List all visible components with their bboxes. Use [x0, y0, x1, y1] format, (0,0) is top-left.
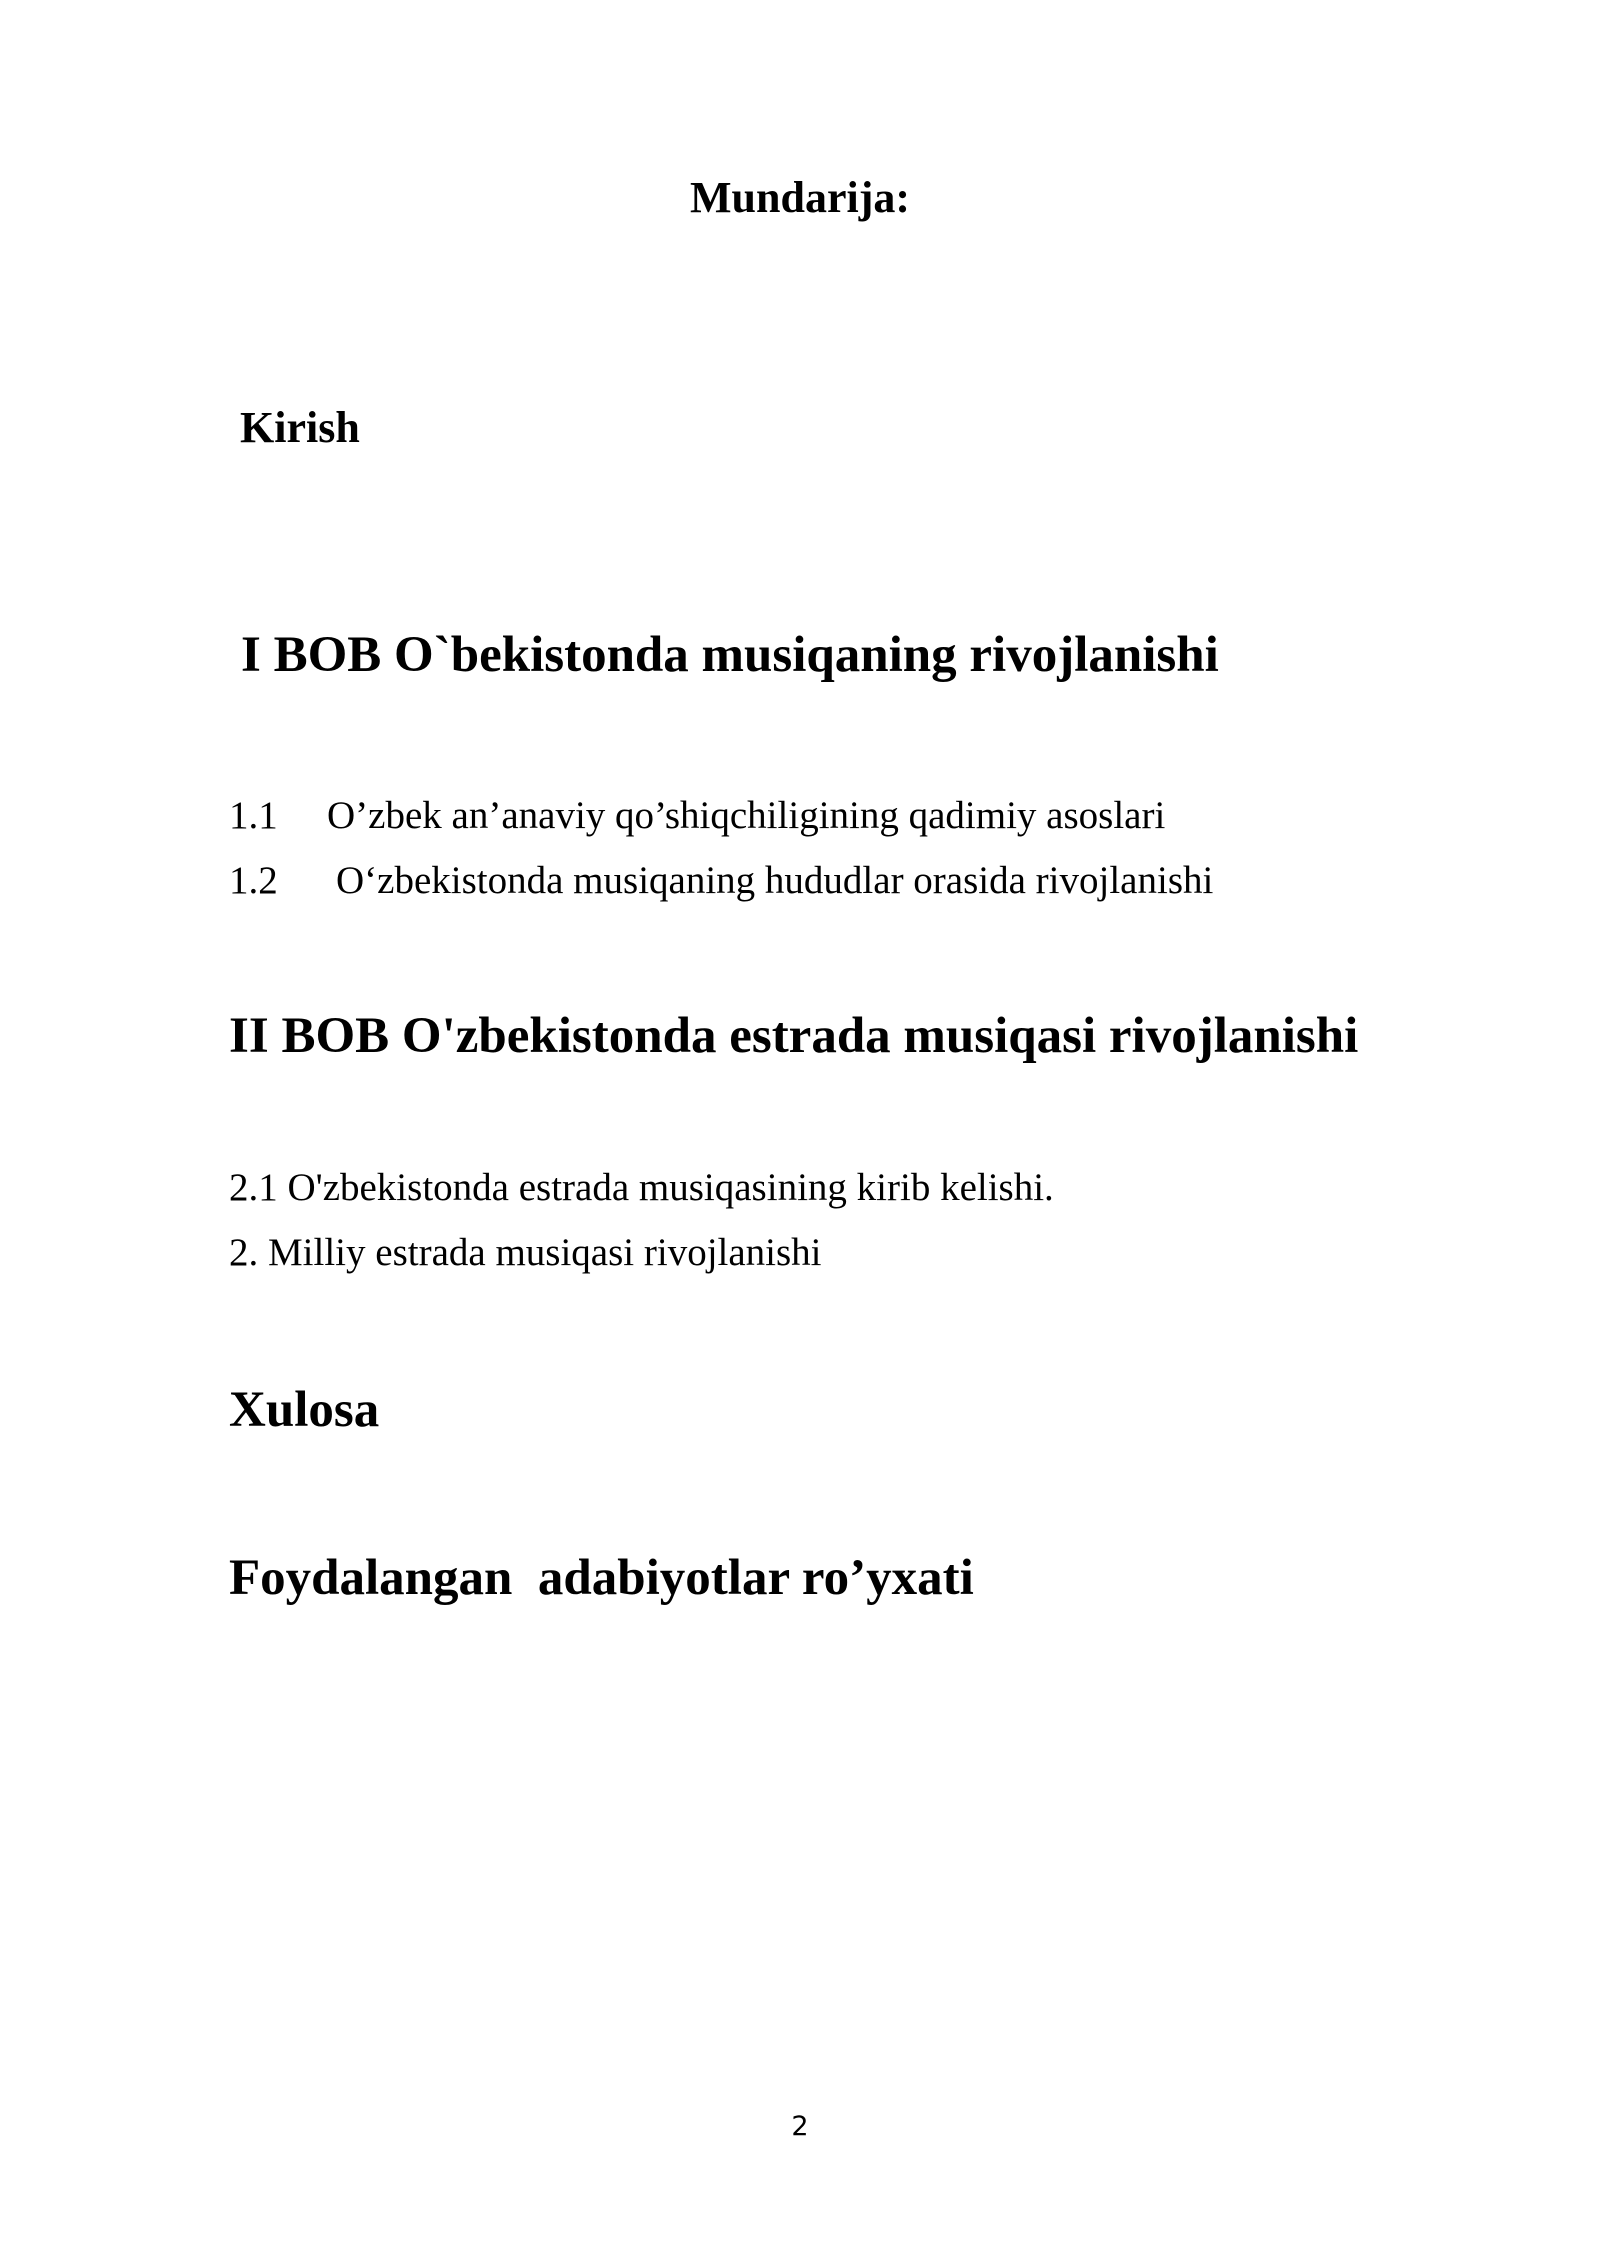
section-title: O’zbek an’anaviy qo’shiqchiligining qadimiy asoslari	[327, 794, 1166, 837]
toc-section-2-1: 2.1 O'zbekistonda estrada musiqasining kirib kelishi.	[229, 1166, 1054, 1209]
toc-section-2-2: 2. Milliy estrada musiqasi rivojlanishi	[229, 1231, 822, 1274]
contents-title: Mundarija:	[690, 173, 910, 222]
toc-chapter-1-heading: I BOB O`bekistonda musiqaning rivojlanishi	[241, 627, 1219, 683]
toc-section-1-2	[229, 861, 1213, 900]
section-title: O‘zbekistonda musiqaning hududlar orasida rivojlanishi	[336, 859, 1214, 902]
toc-section-1-1	[229, 796, 1165, 835]
page-number: 2	[791, 2111, 809, 2142]
toc-entry-conclusion: Xulosa	[229, 1382, 380, 1438]
section-number: 1.2	[229, 859, 278, 902]
toc-chapter-2-heading: II BOB O'zbekistonda estrada musiqasi rivojlanishi	[229, 1008, 1359, 1064]
toc-entry-intro: Kirish	[240, 403, 360, 452]
section-number: 1.1	[229, 794, 278, 837]
toc-entry-references: Foydalangan adabiyotlar ro’yxati	[229, 1550, 974, 1606]
